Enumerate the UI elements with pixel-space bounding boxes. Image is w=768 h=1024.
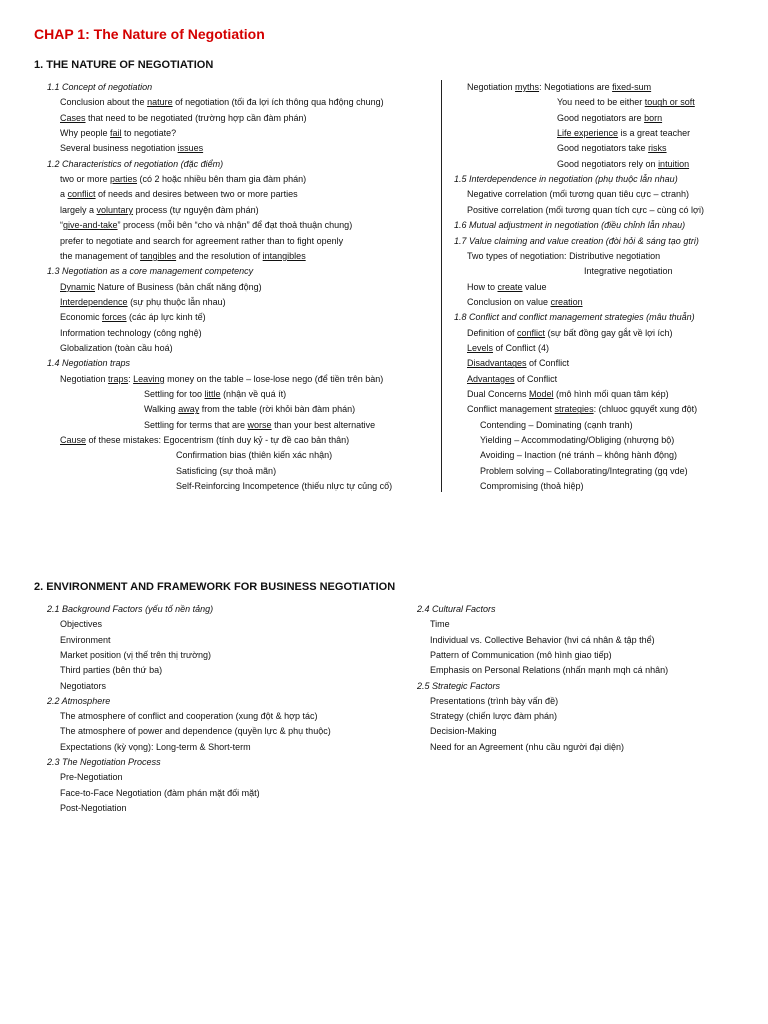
line-text: You need to be either <box>557 97 645 108</box>
annotation: (mâu thuẫn) <box>643 312 695 323</box>
s2-left-item <box>60 635 111 646</box>
s1-right-item <box>557 113 662 124</box>
underlined-term: Interdependence <box>60 296 128 307</box>
line-text: (sự bất đồng gay gắt về lợi ích) <box>545 327 673 338</box>
s1-right-subheading <box>454 236 699 247</box>
line-text: The atmosphere of power and dependence (quyền lực & phụ thuộc) <box>60 726 331 737</box>
line-text: Why people <box>60 128 111 139</box>
column-divider <box>441 80 442 492</box>
line-text: 1.6 Mutual adjustment in negotiation <box>454 220 599 231</box>
line-text: Conclusion on value <box>467 296 551 307</box>
underlined-term: issues <box>177 143 204 154</box>
line-text: Nature of Business (bản chất năng động) <box>95 281 262 292</box>
line-text: Contending – Dominating (cạnh tranh) <box>480 419 633 430</box>
s1-right-subheading <box>454 174 678 185</box>
underlined-term: away <box>178 404 200 415</box>
s1-right-item <box>467 374 557 385</box>
line-text: Time <box>430 619 450 630</box>
underlined-term: Levels <box>467 342 494 353</box>
s1-right-item <box>480 481 584 492</box>
s1-right-item <box>480 435 674 446</box>
s1-left-subheading <box>47 358 130 369</box>
line-text: Presentations (trình bày vấn đề) <box>430 695 559 706</box>
line-text: value <box>522 281 547 292</box>
line-text: Third parties (bên thứ ba) <box>60 665 163 676</box>
underlined-term: Life experience <box>557 128 619 139</box>
line-text: than your best alternative <box>271 419 376 430</box>
line-text: Post-Negotiation <box>60 802 127 813</box>
line-text: 1.4 Negotiation traps <box>47 358 131 369</box>
line-text: : (chluoc gquyết xung đột) <box>593 404 698 415</box>
line-text: 2.2 Atmosphere <box>47 695 111 706</box>
s1-right-item <box>480 450 677 461</box>
underlined-term: fail <box>110 128 122 139</box>
line-text: Self-Reinforcing Incompetence (thiếu nlực tự củng cố) <box>176 481 393 492</box>
s1-left-item <box>60 113 307 124</box>
s1-right-subheading <box>454 220 685 231</box>
line-text: (mô hình mối quan tâm kép) <box>553 389 669 399</box>
s1-left-item <box>144 389 286 400</box>
annotation: (đặc điểm) <box>178 158 224 169</box>
line-text: two or more <box>60 174 111 185</box>
s2-left-item <box>60 711 318 722</box>
line-text: Objectives <box>60 619 103 630</box>
line-text: The atmosphere of conflict and cooperation (xung đột & hợp tác) <box>60 711 318 722</box>
underlined-term: strategies <box>554 404 594 415</box>
s1-left-item <box>176 466 276 477</box>
line-text: Integrative negotiation <box>584 266 673 277</box>
line-text: Negative correlation (mối tương quan tiêu cực – ctranh) <box>467 189 690 200</box>
line-text: Globalization (toàn cầu hoá) <box>60 342 173 353</box>
underlined-term: myths <box>515 82 540 92</box>
s1-left-item <box>176 450 332 461</box>
s2-right-subheading <box>417 604 496 615</box>
line-text: (các áp lực kinh tế) <box>126 312 206 323</box>
s1-left-item <box>60 435 349 446</box>
line-text: Good negotiators rely on <box>557 158 659 169</box>
s2-right-item <box>430 742 624 753</box>
underlined-term: tangibles <box>140 250 177 261</box>
line-text: process (tự nguyện đàm phán) <box>133 204 259 215</box>
line-text: Avoiding – Inaction (né tránh – không hành động) <box>480 450 677 461</box>
s1-left-item <box>60 128 176 139</box>
line-text: Negotiation <box>60 373 109 384</box>
underlined-term: born <box>644 112 663 123</box>
s2-left-subheading <box>47 696 110 707</box>
underlined-term: fixed-sum <box>612 82 652 92</box>
s2-right-item <box>430 635 655 646</box>
line-text: Economic <box>60 312 103 323</box>
underlined-term: tough or soft <box>644 97 695 108</box>
s2-left-item <box>60 772 123 783</box>
line-text: Information technology (công nghệ) <box>60 327 202 338</box>
line-text: 1.1 Concept of negotiation <box>47 82 153 92</box>
line-text: 2.3 The Negotiation Process <box>47 757 161 767</box>
s1-left-item <box>60 189 298 200</box>
s1-right-item <box>467 389 669 400</box>
underlined-term: nature <box>147 97 173 108</box>
line-text: Walking <box>144 404 179 415</box>
line-text: ” process (mỗi bên “cho và nhận” để đạt thoả thuận chung) <box>117 220 353 231</box>
s2-left-item <box>60 726 331 737</box>
line-text: Several business negotiation <box>60 143 178 154</box>
s1-left-item <box>60 251 306 262</box>
line-text: 2.1 Background Factors <box>47 604 143 614</box>
line-text: Expectations (kỳ vọng): Long-term & Short-term <box>60 741 251 752</box>
s1-right-item <box>467 328 673 339</box>
line-text: a <box>60 189 68 200</box>
line-text: 1.8 Conflict and conflict management strategies <box>454 312 644 323</box>
s1-left-item <box>60 236 343 247</box>
line-text: of Conflict <box>514 373 558 384</box>
line-text: Yielding – Accommodating/Obliging (nhượng bộ) <box>480 435 675 446</box>
underlined-term: worse <box>247 419 272 430</box>
s1-left-item <box>144 404 355 415</box>
s2-right-item <box>430 711 557 722</box>
line-text: Pattern of Communication (mô hình giao tiếp) <box>430 649 612 660</box>
s1-left-item <box>144 420 375 431</box>
line-text: Dual Concerns <box>467 389 530 399</box>
s1-right-subheading <box>454 312 695 323</box>
line-text: of Conflict (4) <box>493 342 550 353</box>
line-text: is a great teacher <box>618 128 691 139</box>
line-text: 1.5 Interdependence in negotiation <box>454 174 593 185</box>
line-text: Confirmation bias (thiên kiến xác nhận) <box>176 450 333 461</box>
annotation: (phụ thuộc lẫn nhau) <box>592 174 678 185</box>
line-text: of Conflict <box>526 358 570 369</box>
line-text: (nhận về quá ít) <box>220 389 287 399</box>
line-text: Emphasis on Personal Relations (nhấn mạnh mqh cá nhân) <box>430 665 669 676</box>
underlined-term: conflict <box>517 327 546 338</box>
s1-right-item <box>584 266 673 277</box>
line-text: Pre-Negotiation <box>60 772 123 783</box>
s2-right-item <box>430 696 558 707</box>
line-text: money on the table – lose-lose nego (để tiền trên bàn) <box>164 373 384 384</box>
line-text: Positive correlation (mối tương quan tích cực – cùng có lợi) <box>467 204 704 215</box>
s1-right-item <box>467 297 583 308</box>
s1-left-item <box>60 343 173 354</box>
line-text: Negotiators <box>60 680 107 691</box>
line-text: largely a <box>60 204 97 215</box>
s1-left-item <box>60 374 383 385</box>
line-text: Conflict management <box>467 404 555 415</box>
line-text: Negotiation <box>467 82 516 92</box>
chapter-title: CHAP 1: The Nature of Negotiation <box>34 26 265 42</box>
line-text: 1.7 Value claiming and value creation <box>454 235 604 246</box>
underlined-term: conflict <box>67 189 96 200</box>
s2-left-item <box>60 681 106 692</box>
s1-left-item <box>60 297 226 308</box>
s1-right-item <box>467 82 651 93</box>
s2-right-item <box>430 619 450 630</box>
underlined-term: Advantages <box>467 373 515 384</box>
s1-right-item <box>480 420 633 431</box>
line-text: 2.5 Strategic Factors <box>417 680 501 691</box>
s2-left-item <box>60 650 211 661</box>
line-text: “ <box>60 220 63 231</box>
line-text: How to <box>467 281 498 292</box>
underlined-term: Dynamic <box>60 281 96 292</box>
s1-left-item <box>176 481 392 492</box>
line-text: 1.3 Negotiation as a core management competency <box>47 266 254 277</box>
s1-right-item <box>557 128 690 139</box>
s1-right-item <box>467 282 547 293</box>
underlined-term: risks <box>648 143 667 154</box>
s2-left-item <box>60 803 127 814</box>
underlined-term: Cases <box>60 112 86 123</box>
s2-left-item <box>60 619 102 630</box>
underlined-term: give-and-take <box>63 220 118 231</box>
underlined-term: voluntary <box>96 204 134 215</box>
s1-right-item <box>557 143 667 154</box>
line-text: : <box>128 373 134 384</box>
annotation: (điều chỉnh lẫn nhau) <box>598 220 686 231</box>
underlined-term: intangibles <box>262 250 306 261</box>
line-text: Face-to-Face Negotiation (đàm phán mặt đối mặt) <box>60 787 260 798</box>
underlined-term: Leaving <box>133 373 165 384</box>
underlined-term: Cause <box>60 435 87 446</box>
s1-right-item <box>467 358 569 369</box>
s1-left-item <box>60 328 202 339</box>
line-text: 1.2 Characteristics of negotiation <box>47 158 179 169</box>
line-text: the management of <box>60 250 141 261</box>
s1-right-item <box>557 97 695 108</box>
line-text: Satisficing (sự thoả mãn) <box>176 465 277 476</box>
s1-right-item <box>557 159 689 170</box>
s1-right-item <box>467 251 660 262</box>
s1-right-item <box>467 404 697 415</box>
line-text: and the resolution of <box>176 250 263 261</box>
s2-left-item <box>60 665 162 676</box>
underlined-term: parties <box>110 174 138 185</box>
underlined-term: Disadvantages <box>467 358 527 369</box>
s1-left-item <box>60 282 262 293</box>
line-text: of needs and desires between two or more parties <box>95 189 298 200</box>
line-text: of these mistakes: Egocentrism (tính duy kỷ - tự đề cao bản thân) <box>86 435 350 446</box>
line-text: 2.4 Cultural Factors <box>417 604 496 614</box>
s1-left-subheading <box>47 266 253 277</box>
underlined-term: create <box>497 281 523 292</box>
s1-left-item <box>60 97 384 108</box>
line-text: prefer to negotiate and search for agreement rather than to fight openly <box>60 235 344 246</box>
s2-right-item <box>430 726 497 737</box>
line-text: (sự phụ thuộc lẫn nhau) <box>127 296 226 307</box>
line-text: Conclusion about the <box>60 97 148 108</box>
line-text: Good negotiators are <box>557 112 645 123</box>
underlined-term: little <box>204 389 221 399</box>
underlined-term: forces <box>102 312 127 323</box>
s1-left-subheading <box>47 159 223 170</box>
s1-left-item <box>60 220 352 231</box>
line-text: Good negotiators take <box>557 143 649 154</box>
line-text: Two types of negotiation: Distributive negotiation <box>467 250 661 261</box>
s1-left-item <box>60 143 203 154</box>
underlined-term: traps <box>108 373 129 384</box>
line-text: from the table (rời khỏi bàn đàm phán) <box>199 404 356 415</box>
annotation: (yếu tố nền tảng) <box>142 604 214 614</box>
s2-right-subheading <box>417 681 500 692</box>
line-text: Individual vs. Collective Behavior (hvi cá nhân & tập thể) <box>430 634 655 645</box>
line-text: : Negotiations are <box>539 82 613 92</box>
s1-right-item <box>467 343 549 354</box>
s2-right-item <box>430 650 612 661</box>
s1-left-item <box>60 312 206 323</box>
s2-left-item <box>60 742 251 753</box>
s2-right-item <box>430 665 668 676</box>
section-1-heading: 1. THE NATURE OF NEGOTIATION <box>34 59 214 71</box>
line-text: to negotiate? <box>121 128 177 139</box>
line-text: Definition of <box>467 327 518 338</box>
line-text: Need for an Agreement (nhu cầu người đại diện) <box>430 741 625 752</box>
s2-left-item <box>60 788 260 799</box>
s1-left-item <box>60 205 259 216</box>
s1-right-item <box>467 205 704 216</box>
s1-right-item <box>480 466 688 477</box>
line-text: Decision-Making <box>430 726 497 737</box>
annotation: (đòi hỏi & sáng tạo gtri) <box>603 235 699 246</box>
s1-right-item <box>467 189 689 200</box>
underlined-term: creation <box>550 296 583 307</box>
s2-left-subheading <box>47 757 161 768</box>
line-text: Strategy (chiến lược đàm phán) <box>430 711 557 722</box>
line-text: Settling for terms that are <box>144 419 248 430</box>
underlined-term: intuition <box>658 158 690 169</box>
line-text: that need to be negotiated (trường hợp cần đàm phán) <box>85 112 307 123</box>
underlined-term: Model <box>529 389 554 399</box>
line-text: of negotiation (tối đa lợi ích thông qua hđộng chung) <box>172 97 384 108</box>
s1-left-subheading <box>47 82 152 93</box>
s2-left-subheading <box>47 604 213 615</box>
line-text: Environment <box>60 634 111 645</box>
line-text: (có 2 hoặc nhiều bên tham gia đàm phán) <box>137 174 307 185</box>
line-text: Problem solving – Collaborating/Integrating (gq vde) <box>480 465 688 476</box>
line-text: Market position (vị thế trên thị trường) <box>60 649 211 660</box>
line-text: Settling for too <box>144 389 205 399</box>
line-text: Compromising (thoả hiệp) <box>480 481 584 492</box>
section-2-heading: 2. ENVIRONMENT AND FRAMEWORK FOR BUSINESS NEGOTIATION <box>34 581 396 593</box>
s1-left-item <box>60 174 306 185</box>
